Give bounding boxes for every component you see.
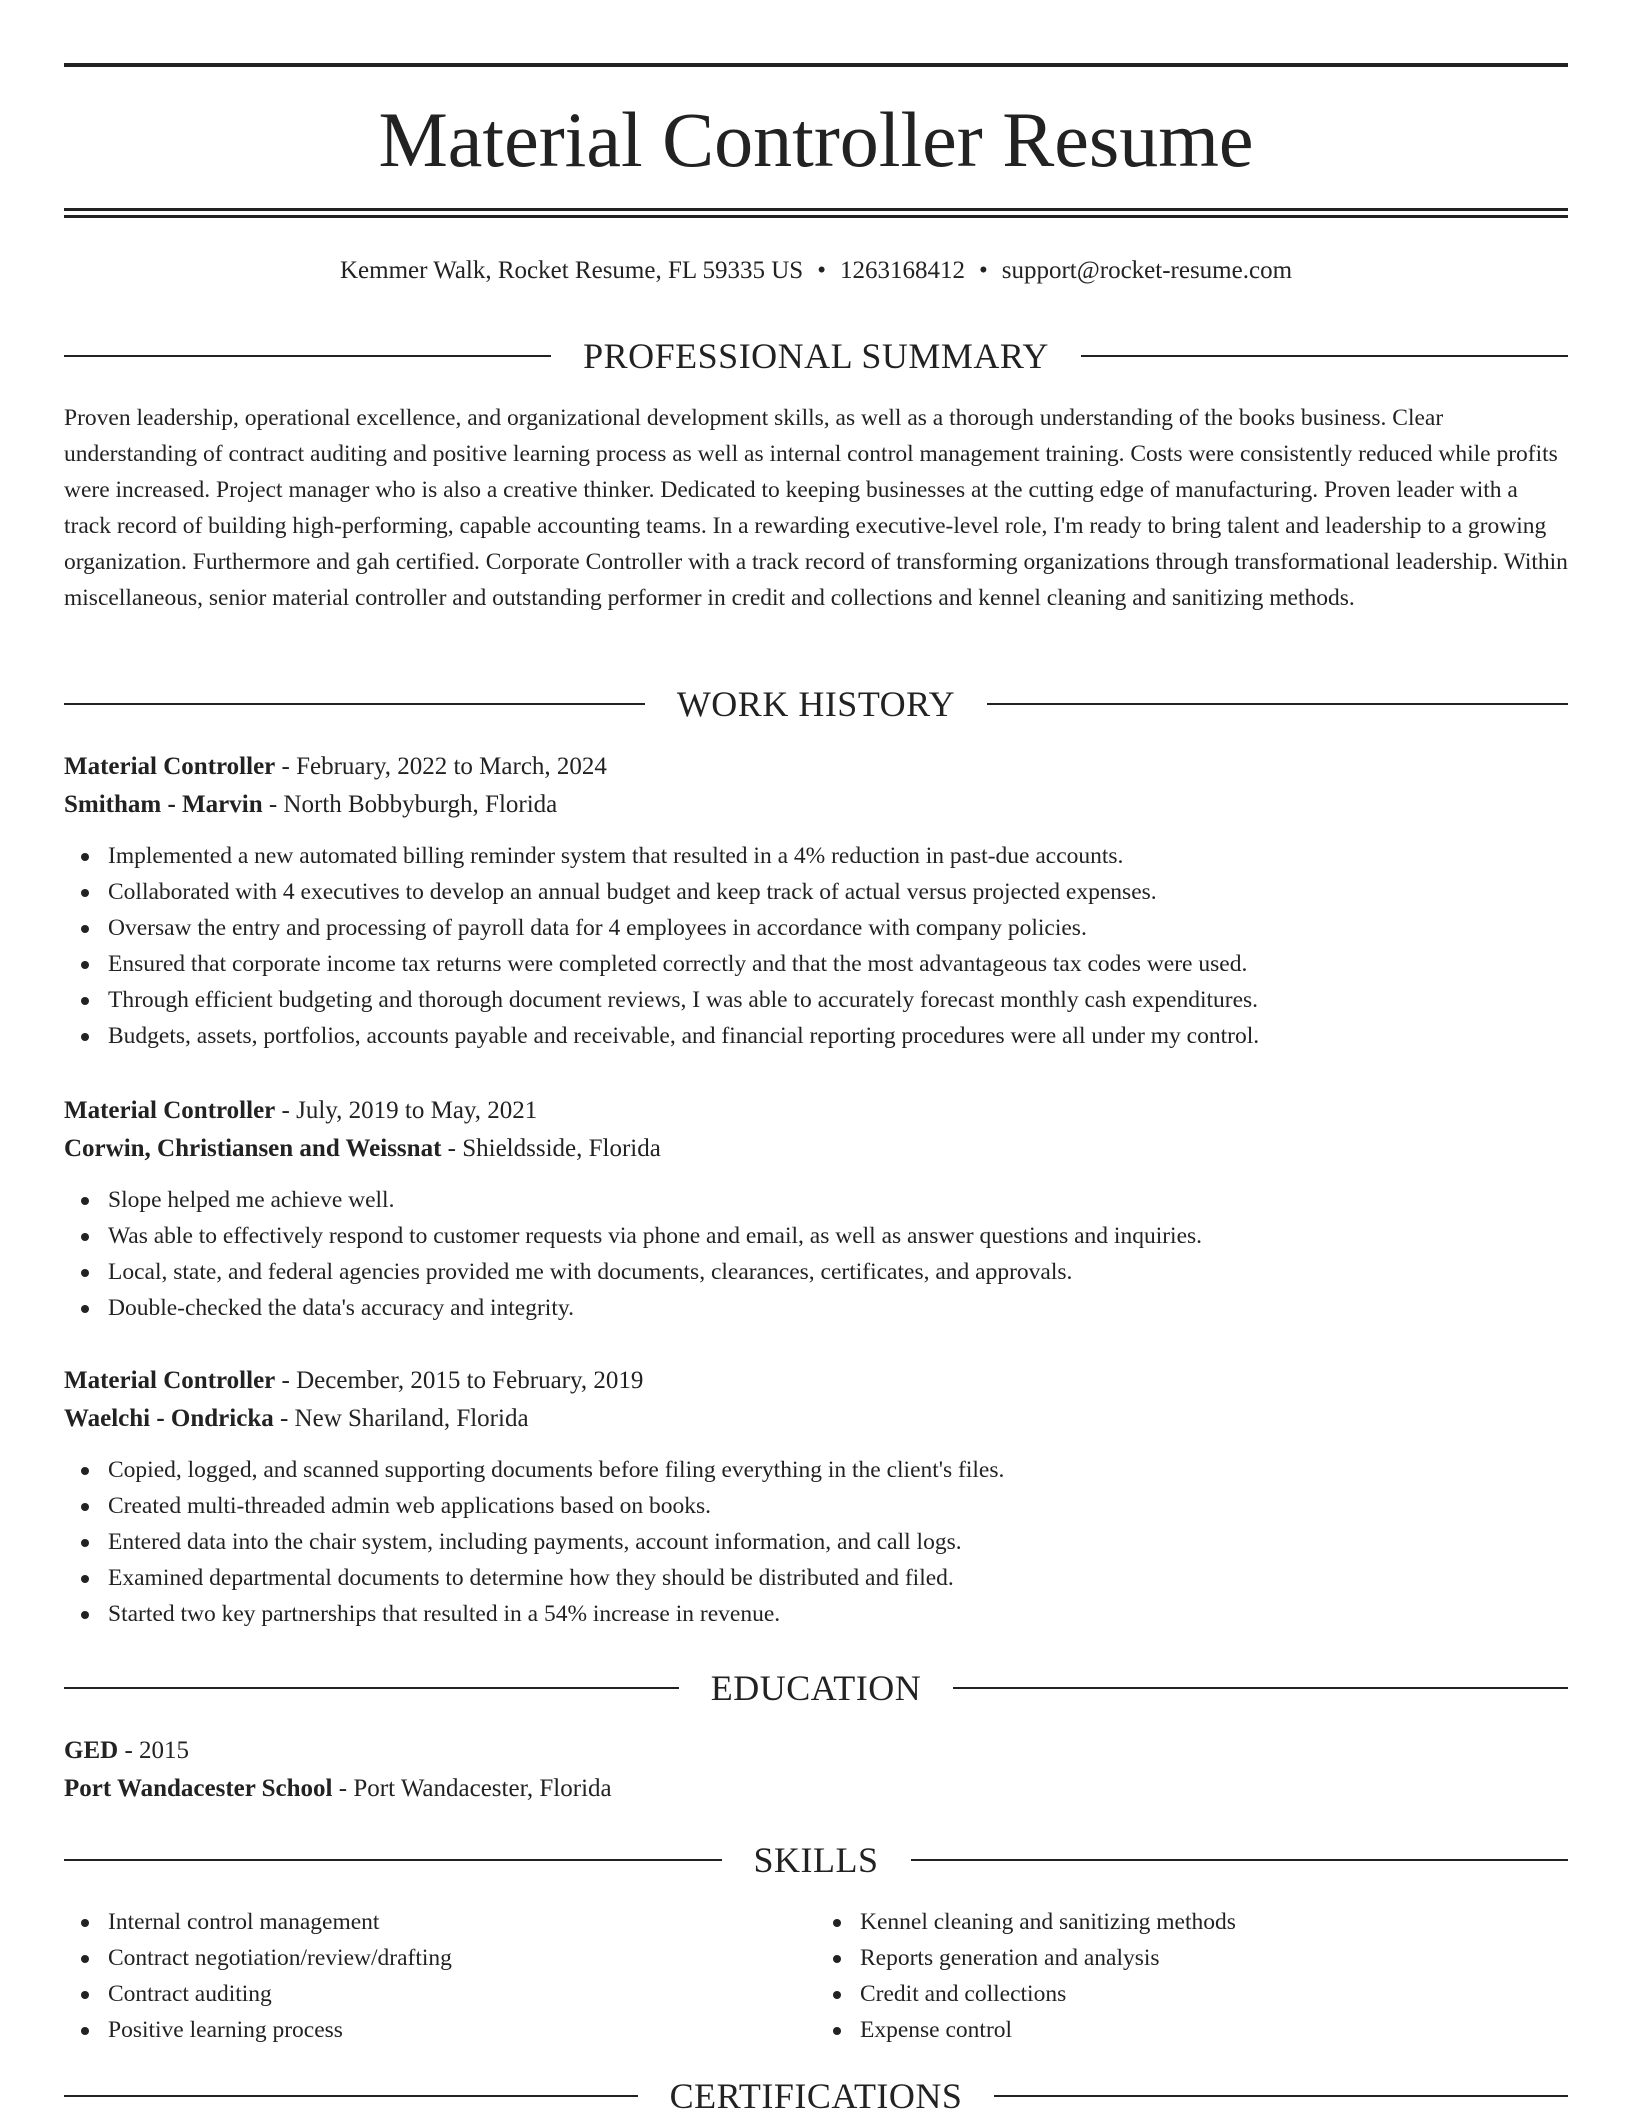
skills-columns: [64, 1904, 1568, 2048]
list-item: Budgets, assets, portfolios, accounts payable and receivable, and financial reporting procedures were all under my control.: [64, 1018, 1568, 1054]
separator-dot: •: [978, 257, 988, 284]
page-title: Material Controller Resume: [378, 96, 1254, 183]
education-location: - Port Wandacester, Florida: [332, 1775, 612, 1802]
section-header-summary: [64, 334, 1568, 378]
job-company-line: [64, 1400, 1568, 1438]
job-bullets: [64, 1182, 1568, 1326]
list-item: Entered data into the chair system, including payments, account information, and call logs.: [64, 1524, 1568, 1560]
education-degree: GED: [64, 1737, 119, 1764]
contact-line: [64, 254, 1568, 288]
job-company: Smitham - Marvin: [64, 791, 263, 818]
list-item: Reports generation and analysis: [816, 1940, 1568, 1976]
job-title-line: [64, 1092, 1568, 1130]
contact-address: Kemmer Walk, Rocket Resume, FL 59335 US: [339, 257, 804, 284]
job-title-line: [64, 748, 1568, 786]
section-rule-left: [64, 703, 645, 705]
section-title-education: EDUCATION: [710, 1668, 922, 1708]
job-entry-1: [64, 748, 1568, 1054]
section-title-summary: PROFESSIONAL SUMMARY: [583, 336, 1049, 376]
job-title-line: [64, 1362, 1568, 1400]
job-location: - New Shariland, Florida: [273, 1405, 529, 1432]
list-item: Double-checked the data's accuracy and integrity.: [64, 1290, 1568, 1326]
job-company: Corwin, Christiansen and Weissnat: [64, 1135, 442, 1162]
list-item: Internal control management: [64, 1904, 816, 1940]
section-rule-right: [953, 1687, 1568, 1689]
list-item: Ensured that corporate income tax returns were completed correctly and that the most advantageous tax codes were used.: [64, 946, 1568, 982]
list-item: Was able to effectively respond to customer requests via phone and email, as well as answer questions and inquiries.: [64, 1218, 1568, 1254]
job-entry-3: [64, 1362, 1568, 1632]
job-bullets: [64, 1452, 1568, 1632]
section-rule-left: [64, 355, 551, 357]
section-title-work: WORK HISTORY: [676, 684, 956, 724]
job-location: - Shieldsside, Florida: [441, 1135, 661, 1162]
section-rule-left: [64, 2095, 638, 2097]
list-item: Copied, logged, and scanned supporting documents before filing everything in the client's files.: [64, 1452, 1568, 1488]
contact-email: support@rocket-resume.com: [1001, 257, 1293, 284]
list-item: Kennel cleaning and sanitizing methods: [816, 1904, 1568, 1940]
job-bullets: [64, 838, 1568, 1054]
title-double-rule: [64, 208, 1568, 218]
contact-phone: 1263168412: [839, 257, 965, 284]
section-header-certifications: [64, 2074, 1568, 2118]
list-item: Positive learning process: [64, 2012, 816, 2048]
list-item: Examined departmental documents to determine how they should be distributed and filed.: [64, 1560, 1568, 1596]
job-dates: - July, 2019 to May, 2021: [275, 1097, 538, 1124]
list-item: Oversaw the entry and processing of payroll data for 4 employees in accordance with company policies.: [64, 910, 1568, 946]
education-school: Port Wandacester School: [64, 1775, 333, 1802]
section-rule-right: [1081, 355, 1568, 357]
section-rule-right: [987, 703, 1568, 705]
section-header-work: [64, 682, 1568, 726]
list-item: Expense control: [816, 2012, 1568, 2048]
job-title: Material Controller: [64, 1097, 276, 1124]
top-rule: [64, 63, 1568, 67]
list-item: Created multi-threaded admin web applications based on books.: [64, 1488, 1568, 1524]
list-item: Implemented a new automated billing reminder system that resulted in a 4% reduction in past-due accounts.: [64, 838, 1568, 874]
skills-list-left: [64, 1904, 816, 2048]
list-item: Through efficient budgeting and thorough document reviews, I was able to accurately forecast monthly cash expenditures.: [64, 982, 1568, 1018]
summary-paragraph: Proven leadership, operational excellence, and organizational development skills, as well as a thorough understanding of the books business. Clear understanding of contract auditing and positive learning process as well as internal control management training. Costs were consistently reduced while profits were increased. Project manager who is also a creative thinker. Dedicated to keeping businesses at the cutting edge of manufacturing. Proven leader with a track record of building high-performing, capable accounting teams. In a rewarding executive-level role, I'm ready to bring talent and leadership to a growing organization. Furthermore and gah certified. Corporate Controller with a track record of transforming organizations through transformational leadership. Within miscellaneous, senior material controller and outstanding performer in credit and collections and kennel cleaning and sanitizing methods.: [64, 405, 1568, 611]
section-title-skills: SKILLS: [753, 1840, 879, 1880]
job-title: Material Controller: [64, 1367, 276, 1394]
separator-dot: •: [817, 257, 826, 284]
section-rule-right: [994, 2095, 1568, 2097]
education-school-line: [64, 1770, 1568, 1808]
section-rule-left: [64, 1859, 722, 1861]
job-location: - North Bobbyburgh, Florida: [262, 791, 558, 818]
job-dates: - February, 2022 to March, 2024: [275, 753, 607, 780]
section-title-certifications: CERTIFICATIONS: [669, 2076, 963, 2116]
skills-list-right: [816, 1904, 1568, 2048]
job-dates: - December, 2015 to February, 2019: [275, 1367, 644, 1394]
list-item: Contract auditing: [64, 1976, 816, 2012]
job-entry-2: [64, 1092, 1568, 1326]
section-rule-right: [911, 1859, 1569, 1861]
job-company: Waelchi - Ondricka: [64, 1405, 274, 1432]
section-header-skills: [64, 1838, 1568, 1882]
list-item: Started two key partnerships that resulted in a 54% increase in revenue.: [64, 1596, 1568, 1632]
list-item: Collaborated with 4 executives to develop an annual budget and keep track of actual versus projected expenses.: [64, 874, 1568, 910]
education-entry: [64, 1732, 1568, 1808]
section-rule-left: [64, 1687, 679, 1689]
education-degree-line: [64, 1732, 1568, 1770]
list-item: Credit and collections: [816, 1976, 1568, 2012]
list-item: Contract negotiation/review/drafting: [64, 1940, 816, 1976]
job-company-line: [64, 1130, 1568, 1168]
list-item: Local, state, and federal agencies provided me with documents, clearances, certificates, and approvals.: [64, 1254, 1568, 1290]
education-year: - 2015: [118, 1737, 190, 1764]
job-company-line: [64, 786, 1568, 824]
job-title: Material Controller: [64, 753, 276, 780]
list-item: Slope helped me achieve well.: [64, 1182, 1568, 1218]
section-header-education: [64, 1666, 1568, 1710]
